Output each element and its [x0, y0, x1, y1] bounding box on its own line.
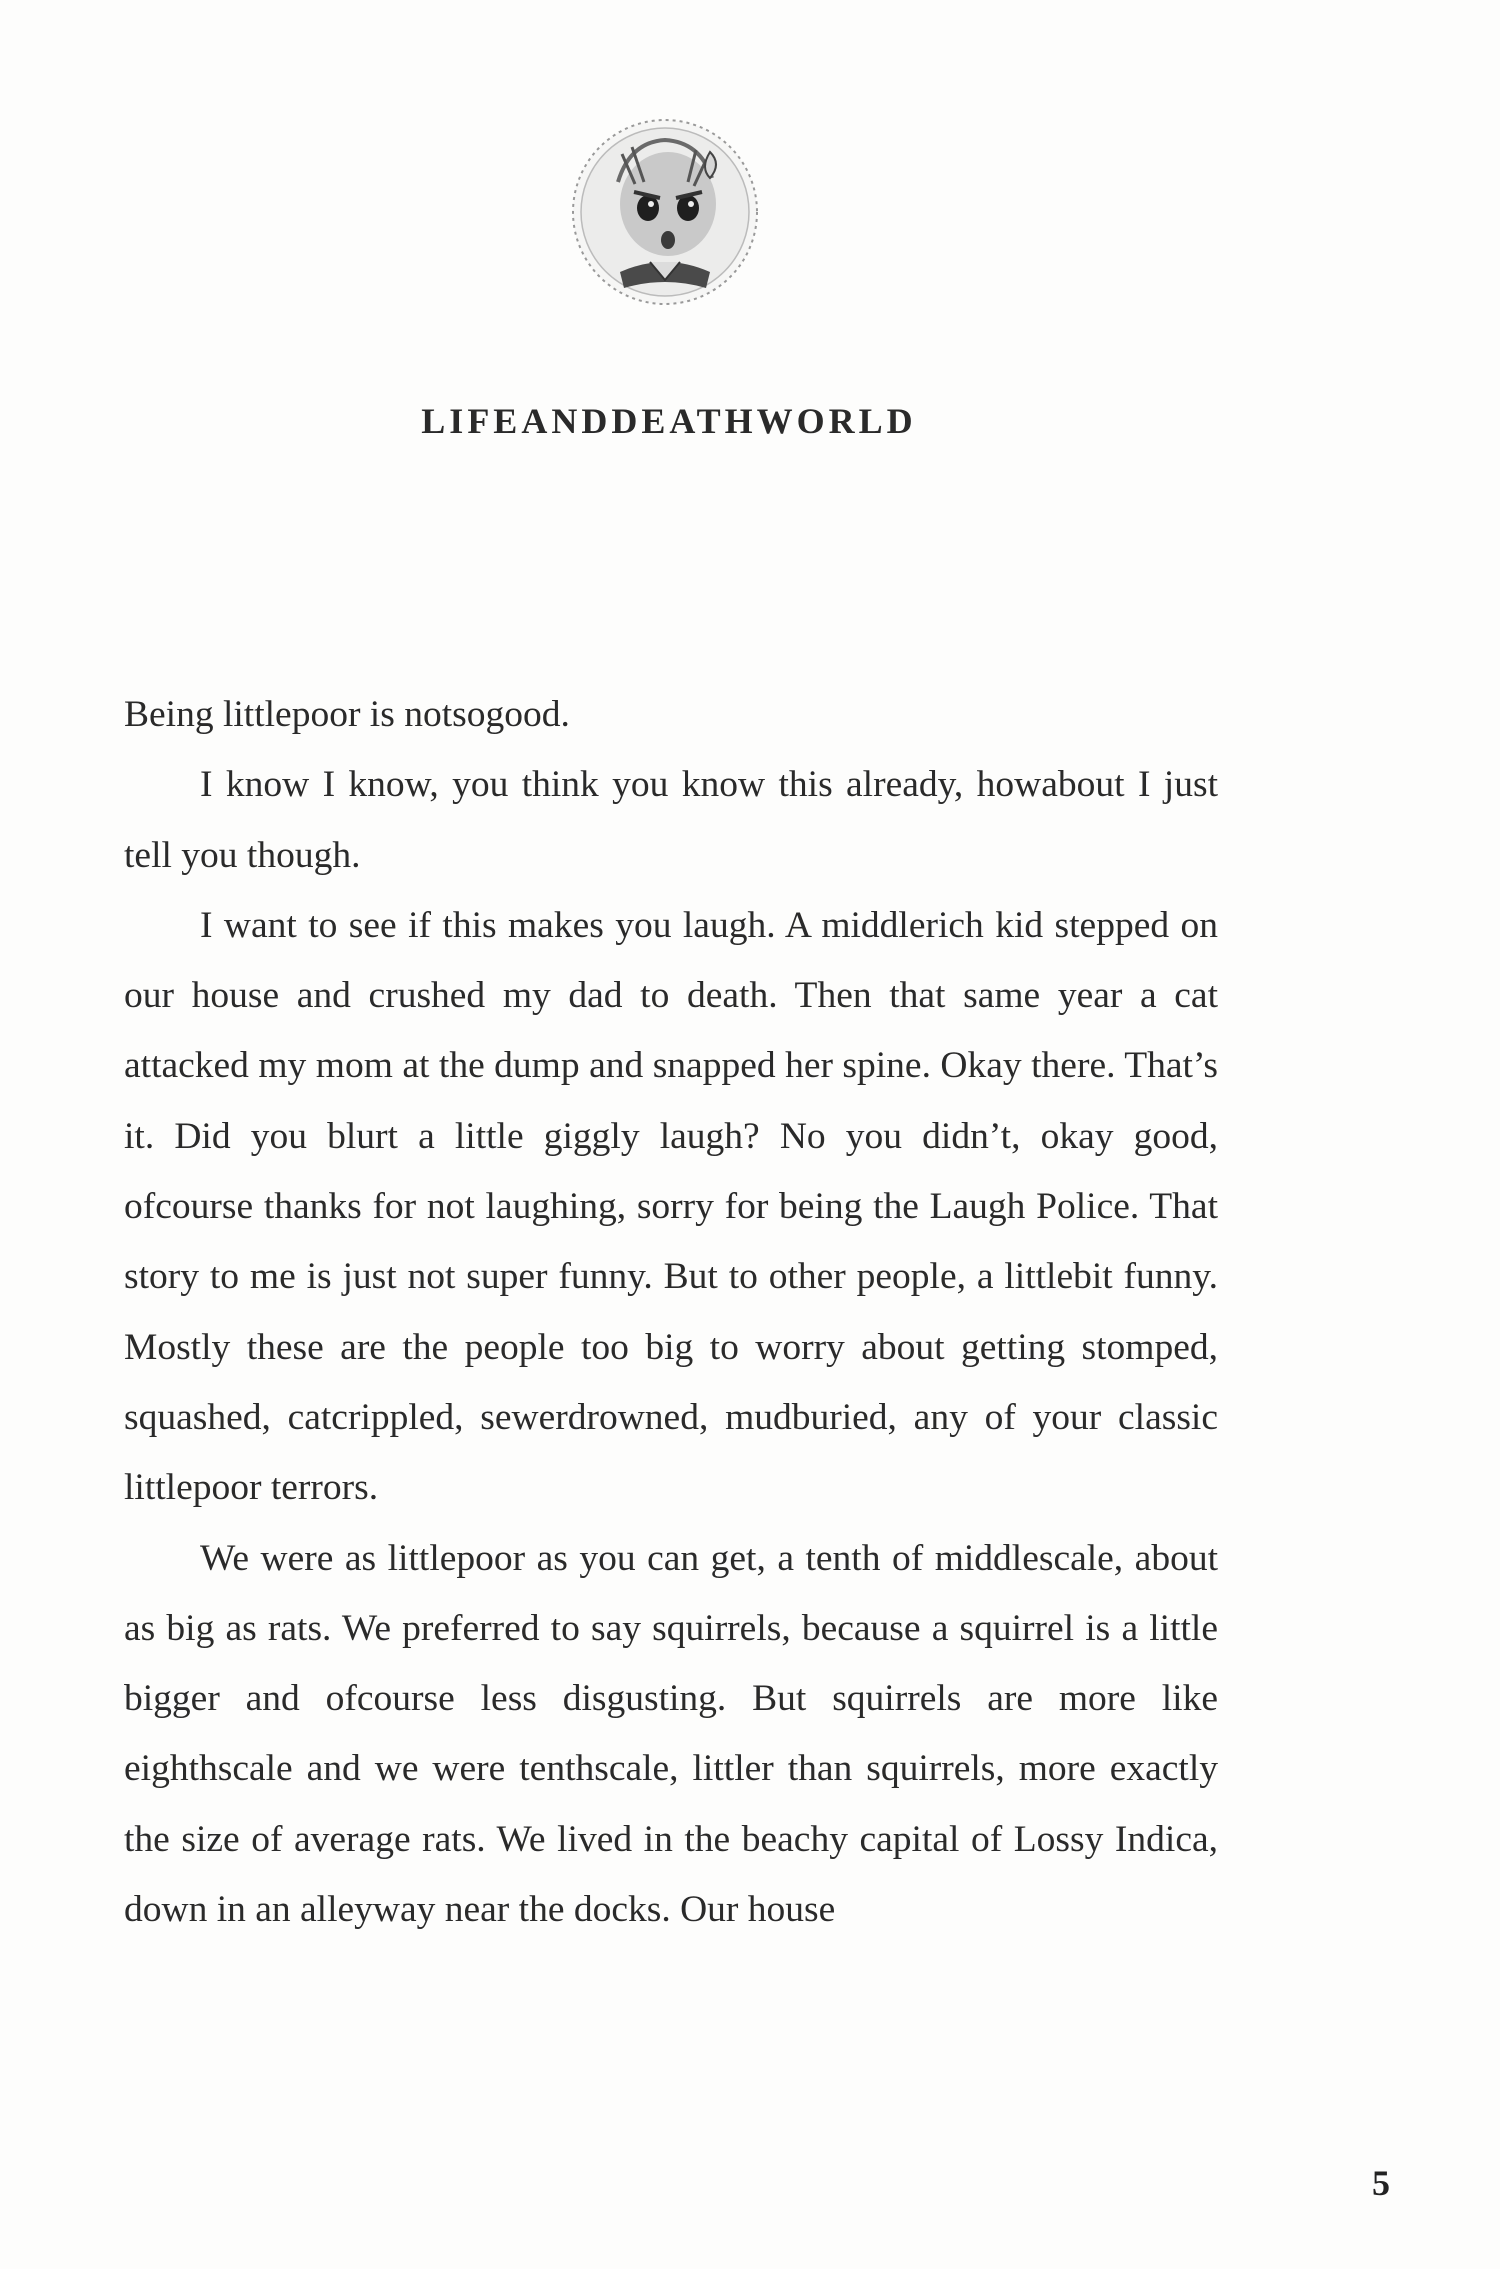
paragraph: We were as littlepoor as you can get, a tenth of middlescale, about as big as rats. We preferred to say squirrels, because a squirrel is a little bigger and ofcourse less disgusting. But squirrels are more like eighthscale and we were tenthscale, littler than squirrels, more exactly the size of average rats. We lived in the beachy capital of Lossy Indica, down in an alleyway near the docks. Our house: [124, 1537, 1218, 1931]
page-number: 5: [1372, 2163, 1390, 2203]
paragraph: Being littlepoor is notsogood.: [124, 694, 570, 735]
chapter-title: LIFEANDDEATHWORLD: [421, 401, 917, 441]
chapter-body: [124, 680, 1218, 1945]
paragraph: I know I know, you think you know this already, howabout I just tell you though.: [124, 764, 1218, 876]
girl-portrait-medallion-icon: [560, 112, 770, 312]
paragraph: I want to see if this makes you laugh. A middlerich kid stepped on our house and crushed my dad to death. Then that same year a cat attacked my mom at the dump and snapped her spine. Okay there. That’s it. Did you blurt a little giggly laugh? No you didn’t, okay good, ofcourse thanks for not laughing, sorry for being the Laugh Police. That story to me is just not super funny. But to other people, a littlebit funny. Mostly these are the people too big to worry about getting stomped, squashed, catcrippled, sewerdrowned, mudburied, any of your classic littlepoor terrors.: [124, 904, 1218, 1509]
